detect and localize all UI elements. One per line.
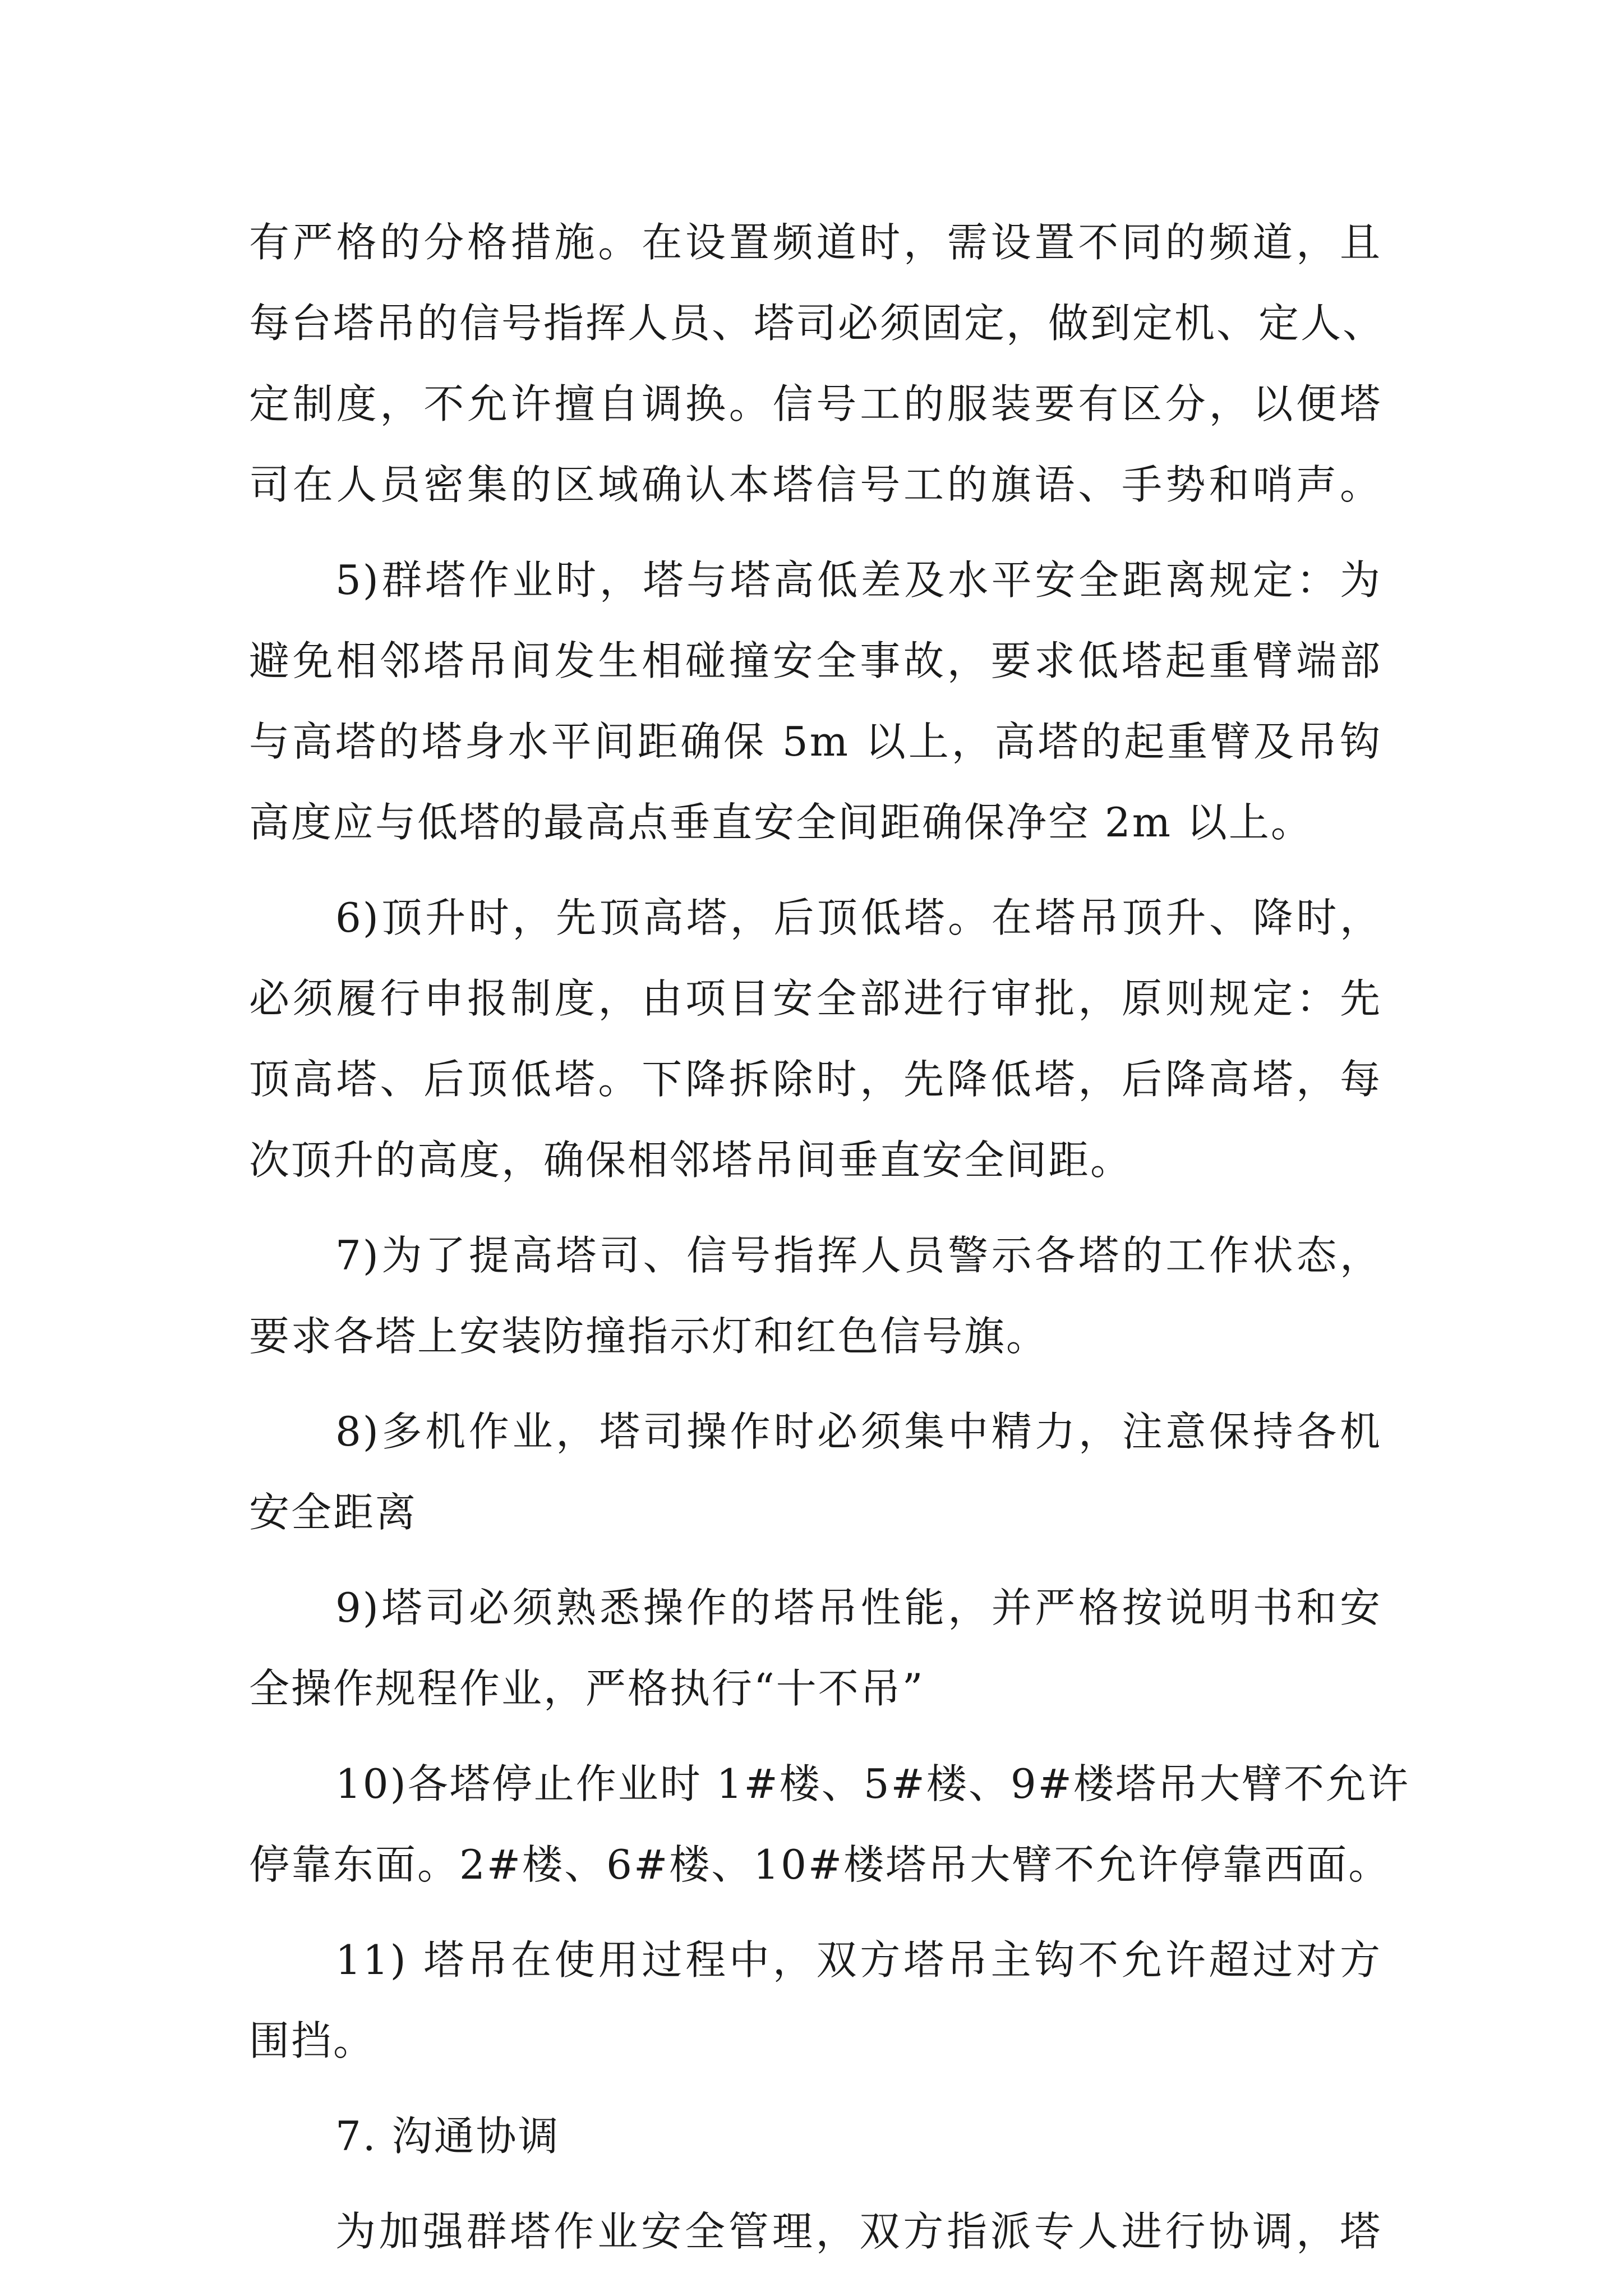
text-line: 每台塔吊的信号指挥人员、塔司必须固定，做到定机、定人、: [249, 300, 1385, 347]
text-line: 与高塔的塔身水平间距确保 5m 以上，高塔的起重臂及吊钩: [249, 718, 1382, 765]
text-line: 必须履行申报制度，由项目安全部进行审批，原则规定：先: [249, 975, 1382, 1022]
text-line: 安全距离: [249, 1489, 418, 1536]
text-line: 司在人员密集的区域确认本塔信号工的旗语、手势和哨声。: [249, 461, 1382, 508]
text-line: 停靠东面。2#楼、6#楼、10#楼塔吊大臂不允许停靠西面。: [249, 1841, 1391, 1888]
paragraph-item-11: [249, 1920, 1382, 2081]
text-line: 次顶升的高度，确保相邻塔吊间垂直安全间距。: [249, 1137, 1133, 1184]
paragraph-item-10: [249, 1743, 1410, 1905]
text-line: 高度应与低塔的最高点垂直安全间距确保净空 2m 以上。: [249, 799, 1313, 846]
text-line: 8)多机作业，塔司操作时必须集中精力，注意保持各机: [335, 1408, 1382, 1455]
paragraph-item-9: [249, 1567, 1382, 1729]
text-line: 11) 塔吊在使用过程中，双方塔吊主钩不允许超过对方: [335, 1936, 1382, 1984]
text-line: 7)为了提高塔司、信号指挥人员警示各塔的工作状态，: [335, 1232, 1382, 1279]
text-line: 全操作规程作业，严格执行“十不吊”: [249, 1665, 925, 1712]
text-line: 定制度，不允许擅自调换。信号工的服装要有区分，以便塔: [249, 380, 1382, 427]
text-line: 6)顶升时，先顶高塔，后顶低塔。在塔吊顶升、降时，: [335, 894, 1382, 941]
paragraph-item-5: [249, 540, 1382, 863]
text-line: 要求各塔上安装防撞指示灯和红色信号旗。: [249, 1313, 1049, 1360]
text-line: 5)群塔作业时，塔与塔高低差及水平安全距离规定：为: [335, 556, 1382, 604]
text-line: 10)各塔停止作业时 1#楼、5#楼、9#楼塔吊大臂不允许: [335, 1760, 1410, 1807]
section-title: 7. 沟通协调: [335, 2113, 560, 2160]
text-line: 围挡。: [249, 2017, 376, 2064]
paragraph-communication: [249, 2191, 1382, 2272]
text-line: 为加强群塔作业安全管理，双方指派专人进行协调，塔: [335, 2208, 1382, 2255]
paragraph-item-8: [249, 1391, 1382, 1553]
paragraph-item-7: [249, 1215, 1382, 1377]
paragraph-continuation: [249, 202, 1385, 525]
text-line: 9)塔司必须熟悉操作的塔吊性能，并严格按说明书和安: [335, 1584, 1382, 1631]
text-line: 避免相邻塔吊间发生相碰撞安全事故，要求低塔起重臂端部: [249, 637, 1382, 684]
text-line: 有严格的分格措施。在设置频道时，需设置不同的频道，且: [249, 219, 1382, 266]
text-line: 顶高塔、后顶低塔。下降拆除时，先降低塔，后降高塔，每: [249, 1056, 1382, 1103]
document-body: [249, 202, 1410, 2272]
paragraph-item-6: [249, 877, 1382, 1200]
section-heading: [249, 2096, 1382, 2177]
